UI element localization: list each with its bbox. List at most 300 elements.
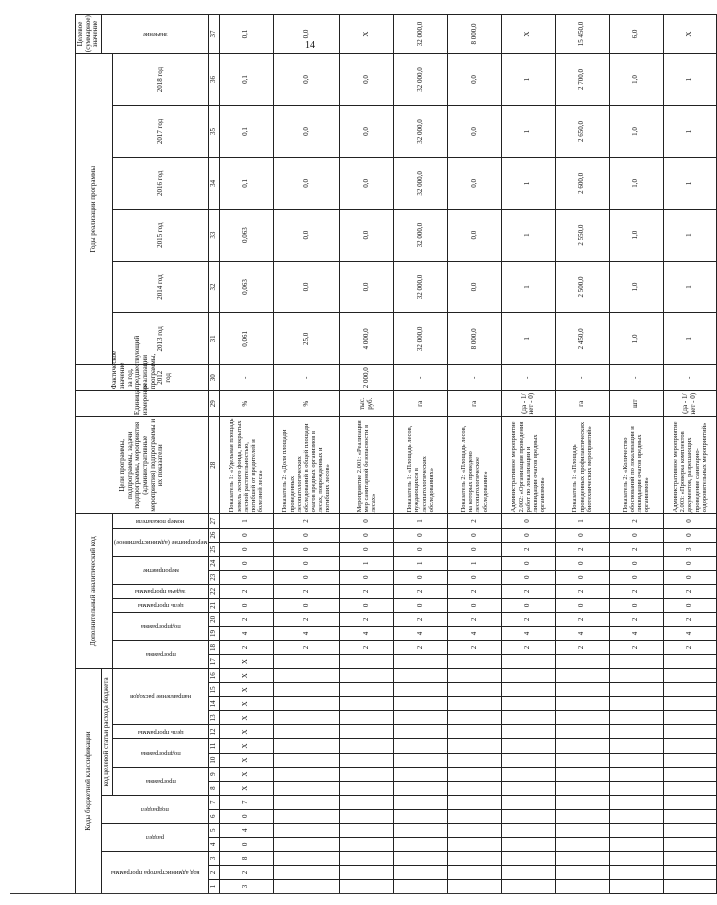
year-value-cell: 2 600,0 xyxy=(555,157,609,209)
year-value-cell: 2 500,0 xyxy=(555,261,609,313)
budget-codes-header: Коды бюджетной классификации xyxy=(76,669,102,894)
code-cell: 0 xyxy=(447,542,501,556)
code-cell xyxy=(663,879,717,893)
total-value-cell: 8 000,0 xyxy=(447,15,501,54)
unit-cell: тыс. руб. xyxy=(340,391,394,417)
code-cell xyxy=(273,767,339,781)
code-cell: X xyxy=(219,683,273,697)
table-row xyxy=(447,15,501,894)
code-cell: 0 xyxy=(663,598,717,612)
code-cell: 0 xyxy=(273,570,339,584)
code-cell xyxy=(273,795,339,809)
code-cell xyxy=(555,711,609,725)
code-cell xyxy=(273,725,339,739)
code-cell xyxy=(447,669,501,683)
column-number: 4 xyxy=(209,837,220,851)
code-cell: 2 xyxy=(609,640,663,654)
code-cell: 2 xyxy=(501,640,555,654)
column-number: 37 xyxy=(209,15,220,54)
total-value-cell: 15 450,0 xyxy=(555,15,609,54)
code-cell: 1 xyxy=(340,556,394,570)
code-cell xyxy=(609,767,663,781)
code-cell: 2 xyxy=(273,584,339,598)
code-cell: 2 xyxy=(219,865,273,879)
code-cell xyxy=(340,865,394,879)
code-cell xyxy=(340,795,394,809)
code-cell xyxy=(273,711,339,725)
column-number: 7 xyxy=(209,795,220,809)
code-cell: 0 xyxy=(219,598,273,612)
code-cell xyxy=(394,865,448,879)
code-cell: 0 xyxy=(609,570,663,584)
code-cell: 1 xyxy=(219,514,273,528)
header-row-1 xyxy=(76,15,102,894)
code-cell xyxy=(609,809,663,823)
column-number: 25 xyxy=(209,542,220,556)
code-cell xyxy=(273,753,339,767)
code-cell xyxy=(340,837,394,851)
code-cell xyxy=(555,739,609,753)
code-cell: 0 xyxy=(447,528,501,542)
code-cell xyxy=(273,837,339,851)
code-cell: 0 xyxy=(663,514,717,528)
column-number: 15 xyxy=(209,683,220,697)
code-cell xyxy=(340,809,394,823)
year-value-cell: 1,0 xyxy=(609,261,663,313)
code-cell: 2 xyxy=(219,640,273,654)
code-cell xyxy=(501,795,555,809)
code-cell: 0 xyxy=(219,528,273,542)
code-cell xyxy=(663,711,717,725)
unit-cell: (да - 1/ нет - 0) xyxy=(663,391,717,417)
code-cell: 2 xyxy=(219,612,273,626)
year-value-cell: 2 700,0 xyxy=(555,54,609,106)
code-cell xyxy=(501,697,555,711)
unit-cell: га xyxy=(394,391,448,417)
code-cell: 1 xyxy=(555,514,609,528)
year-value-cell: 2 550,0 xyxy=(555,209,609,261)
base-year-cell: - xyxy=(273,365,339,391)
total-value-cell: X xyxy=(501,15,555,54)
code-cell: 0 xyxy=(609,556,663,570)
year-value-cell: 25,0 xyxy=(273,313,339,365)
column-number: 27 xyxy=(209,514,220,528)
code-cell xyxy=(609,851,663,865)
value-header: значение xyxy=(102,15,209,54)
code-cell xyxy=(394,739,448,753)
code-cell xyxy=(447,711,501,725)
code-cell: 2 xyxy=(609,612,663,626)
code-cell: 2 xyxy=(609,542,663,556)
code-cell: X xyxy=(219,753,273,767)
total-value-cell: 32 000,0 xyxy=(394,15,448,54)
code-cell xyxy=(273,851,339,865)
code-cell xyxy=(609,781,663,795)
code-cell xyxy=(340,879,394,893)
code-cell xyxy=(501,879,555,893)
column-number: 5 xyxy=(209,823,220,837)
year-value-cell: 0,0 xyxy=(273,157,339,209)
code-cell xyxy=(609,739,663,753)
year-value-cell: 1 xyxy=(663,157,717,209)
code-cell xyxy=(555,753,609,767)
code-cell: 2 xyxy=(394,640,448,654)
code-cell xyxy=(555,697,609,711)
goals-header: Цели программы, подпрограммы, задачи подпрограммы, мероприятия (административные мероприятия) подпрограммы и их показатели xyxy=(76,417,209,514)
code-cell xyxy=(555,879,609,893)
code-cell: 4 xyxy=(447,626,501,640)
table-row xyxy=(501,15,555,894)
year-value-cell: 0,0 xyxy=(340,106,394,158)
code-cell: 0 xyxy=(501,570,555,584)
code-cell: 2 xyxy=(555,584,609,598)
indicator-description: Показатель 2: «Доля площади проведенных лесопатологических обследований в общей площади очагов вредных организмов в лесах, поврежденных и погибших лесов» xyxy=(273,417,339,514)
column-number: 12 xyxy=(209,725,220,739)
year-value-cell: 0,0 xyxy=(447,261,501,313)
code-cell xyxy=(555,823,609,837)
code-cell: 0 xyxy=(609,528,663,542)
column-number: 36 xyxy=(209,54,220,106)
code-cell xyxy=(394,781,448,795)
code-cell xyxy=(394,683,448,697)
code-cell xyxy=(394,697,448,711)
column-number: 32 xyxy=(209,261,220,313)
code-cell: 0 xyxy=(501,528,555,542)
unit-header: Единица измерения xyxy=(76,391,209,417)
code-cell xyxy=(501,767,555,781)
code-cell xyxy=(663,767,717,781)
page-bottom-line xyxy=(10,893,610,894)
code-cell xyxy=(663,669,717,683)
year-value-cell: 1 xyxy=(663,313,717,365)
year-value-cell: 0,1 xyxy=(219,106,273,158)
table-row xyxy=(273,15,339,894)
code-cell xyxy=(501,851,555,865)
code-cell xyxy=(273,669,339,683)
year-value-cell: 1,0 xyxy=(609,106,663,158)
column-numbers-row xyxy=(209,15,220,894)
code-cell: 0 xyxy=(663,570,717,584)
code-cell xyxy=(273,697,339,711)
code-cell: 8 xyxy=(219,851,273,865)
code-cell: 0 xyxy=(609,598,663,612)
code-cell: 0 xyxy=(340,542,394,556)
code-cell xyxy=(501,739,555,753)
code-cell: 2 xyxy=(447,640,501,654)
column-number: 6 xyxy=(209,809,220,823)
code-cell: 1 xyxy=(394,514,448,528)
code-cell: 0 xyxy=(501,556,555,570)
base-year-cell: 2 000,0 xyxy=(340,365,394,391)
admin-code-header: код администратора программы xyxy=(102,851,209,893)
total-value-cell: 6,0 xyxy=(609,15,663,54)
code-cell xyxy=(501,753,555,767)
code-cell xyxy=(663,795,717,809)
code-cell: 0 xyxy=(394,528,448,542)
years-header: Годы реализации программы xyxy=(76,54,113,365)
code-cell: 0 xyxy=(555,556,609,570)
code-cell xyxy=(663,837,717,851)
code-cell: 0 xyxy=(219,809,273,823)
expense-direction-header: направление расходов xyxy=(112,669,208,725)
code-cell: X xyxy=(219,669,273,683)
indicator-description: Административное мероприятие 2.003: «Проверка комплектов документов, разрешающих проведение санитарно-оздоровительных мероприятий» xyxy=(663,417,717,514)
code-cell xyxy=(447,865,501,879)
code-cell: 4 xyxy=(663,626,717,640)
base-year-cell: - xyxy=(663,365,717,391)
code-cell xyxy=(555,725,609,739)
code-cell xyxy=(609,711,663,725)
code-cell xyxy=(394,753,448,767)
code-cell xyxy=(340,739,394,753)
year-2017-header: 2017 год xyxy=(112,106,208,158)
code-cell xyxy=(340,823,394,837)
code-cell: 2 xyxy=(663,612,717,626)
code-cell xyxy=(501,781,555,795)
code-cell: X xyxy=(219,655,273,669)
code-cell xyxy=(273,739,339,753)
code-cell xyxy=(447,655,501,669)
code-cell xyxy=(394,809,448,823)
column-number: 30 xyxy=(209,365,220,391)
base-year-cell: - xyxy=(447,365,501,391)
code-cell: 2 xyxy=(340,612,394,626)
code-cell xyxy=(447,809,501,823)
year-value-cell: 1 xyxy=(663,106,717,158)
code-cell xyxy=(447,823,501,837)
total-header: Целевое (суммарное) значение xyxy=(76,15,102,54)
column-number: 13 xyxy=(209,711,220,725)
year-value-cell: 1,0 xyxy=(609,157,663,209)
column-number: 26 xyxy=(209,528,220,542)
year-value-cell: 1 xyxy=(663,261,717,313)
code-cell: 0 xyxy=(340,514,394,528)
code-cell: 4 xyxy=(219,823,273,837)
code-cell: 2 xyxy=(609,514,663,528)
code-cell: 0 xyxy=(273,542,339,556)
year-value-cell: 4 000,0 xyxy=(340,313,394,365)
base-year-cell: - xyxy=(219,365,273,391)
year-value-cell: 1 xyxy=(501,313,555,365)
code-cell xyxy=(609,753,663,767)
add-admin-event-header: мероприятие (административное) xyxy=(112,528,208,556)
year-value-cell: 1 xyxy=(501,106,555,158)
code-cell: 7 xyxy=(219,795,273,809)
code-cell: 0 xyxy=(555,598,609,612)
column-number: 16 xyxy=(209,669,220,683)
code-cell xyxy=(663,809,717,823)
code-cell xyxy=(447,739,501,753)
code-cell xyxy=(663,851,717,865)
column-number: 24 xyxy=(209,556,220,570)
indicator-description: Показатель 2: «Площадь лесов, на которых проведено лесопатологическое обследование» xyxy=(447,417,501,514)
column-number: 33 xyxy=(209,209,220,261)
unit-cell: % xyxy=(219,391,273,417)
program-indicators-table xyxy=(75,14,717,894)
base-year-header: Фактическое значение за год, предшествующий реализации программы, 2012 год xyxy=(76,365,209,391)
code-cell xyxy=(394,725,448,739)
code-cell xyxy=(394,823,448,837)
code-cell xyxy=(394,655,448,669)
year-2014-header: 2014 год xyxy=(112,261,208,313)
year-value-cell: 1 xyxy=(501,54,555,106)
year-value-cell: 1 xyxy=(501,209,555,261)
code-cell: 0 xyxy=(394,542,448,556)
code-cell: 2 xyxy=(447,514,501,528)
code-cell: 0 xyxy=(501,598,555,612)
code-cell: 2 xyxy=(555,612,609,626)
base-year-cell: - xyxy=(609,365,663,391)
code-cell: 0 xyxy=(501,514,555,528)
code-cell xyxy=(663,683,717,697)
code-cell xyxy=(501,809,555,823)
code-cell xyxy=(501,865,555,879)
code-cell: X xyxy=(219,739,273,753)
column-number: 35 xyxy=(209,106,220,158)
code-cell xyxy=(340,781,394,795)
year-value-cell: 0,0 xyxy=(340,157,394,209)
year-value-cell: 1 xyxy=(501,261,555,313)
code-cell xyxy=(273,781,339,795)
year-value-cell: 0,1 xyxy=(219,54,273,106)
code-cell xyxy=(609,879,663,893)
code-cell xyxy=(273,655,339,669)
additional-code-header: Дополнительный аналитический код xyxy=(76,514,113,669)
code-cell: 2 xyxy=(394,612,448,626)
code-cell xyxy=(501,683,555,697)
column-number: 11 xyxy=(209,739,220,753)
table-row xyxy=(340,15,394,894)
code-cell: 2 xyxy=(663,584,717,598)
code-cell xyxy=(663,725,717,739)
code-cell xyxy=(394,711,448,725)
rotated-page xyxy=(75,14,708,894)
subsection-header: подраздел xyxy=(102,795,209,823)
code-cell xyxy=(447,683,501,697)
year-value-cell: 32 000,0 xyxy=(394,313,448,365)
year-value-cell: 8 000,0 xyxy=(447,313,501,365)
code-cell xyxy=(340,697,394,711)
code-cell xyxy=(340,711,394,725)
year-value-cell: 0,0 xyxy=(273,261,339,313)
table-row xyxy=(394,15,448,894)
unit-cell: га xyxy=(447,391,501,417)
code-cell: 4 xyxy=(394,626,448,640)
add-indicator-header: номер показателя xyxy=(112,514,208,528)
code-cell xyxy=(555,669,609,683)
column-number: 31 xyxy=(209,313,220,365)
code-cell xyxy=(447,851,501,865)
code-cell xyxy=(394,879,448,893)
code-cell: 0 xyxy=(555,528,609,542)
code-cell: 0 xyxy=(447,570,501,584)
code-cell: 2 xyxy=(340,584,394,598)
indicator-description: Мероприятие 2.001: «Реализация мер санитарной безопасности в лесах» xyxy=(340,417,394,514)
code-cell: 0 xyxy=(663,556,717,570)
year-value-cell: 2 450,0 xyxy=(555,313,609,365)
code-cell xyxy=(609,795,663,809)
code-cell xyxy=(340,725,394,739)
column-number: 21 xyxy=(209,598,220,612)
code-cell: 2 xyxy=(501,542,555,556)
year-value-cell: 2 650,0 xyxy=(555,106,609,158)
code-cell xyxy=(447,767,501,781)
add-program-header: программа xyxy=(112,640,208,668)
code-cell xyxy=(609,823,663,837)
year-value-cell: 1,0 xyxy=(609,313,663,365)
code-cell: X xyxy=(219,711,273,725)
code-cell xyxy=(609,683,663,697)
code-cell xyxy=(555,767,609,781)
code-cell xyxy=(273,865,339,879)
total-value-cell: X xyxy=(340,15,394,54)
code-cell xyxy=(340,683,394,697)
column-number: 9 xyxy=(209,767,220,781)
indicator-description: Показатель 1: «Удельная площадь земель лесного фонда, покрытых лесной растительностью, погибшей от вредителей и болезней леса» xyxy=(219,417,273,514)
table-row xyxy=(555,15,609,894)
code-cell: 3 xyxy=(219,879,273,893)
column-number: 2 xyxy=(209,865,220,879)
year-value-cell: 0,0 xyxy=(340,54,394,106)
budget-class-code-header: код целевой статьи расхода бюджета xyxy=(102,669,113,796)
code-cell xyxy=(501,725,555,739)
code-cell: 2 xyxy=(340,640,394,654)
code-cell: 0 xyxy=(394,570,448,584)
indicator-description: Административное мероприятие 2.002: «Организация проведения работ по локализации и ликвидации очагов вредных организмов» xyxy=(501,417,555,514)
code-cell: 2 xyxy=(609,584,663,598)
add-subprogram-header: подпрограмма xyxy=(112,612,208,640)
year-2013-header: 2013 год xyxy=(112,313,208,365)
column-number: 14 xyxy=(209,697,220,711)
total-value-cell: 0,1 xyxy=(219,15,273,54)
code-cell xyxy=(555,795,609,809)
code-cell: 0 xyxy=(340,570,394,584)
year-value-cell: 0,0 xyxy=(340,209,394,261)
code-cell: 2 xyxy=(273,612,339,626)
program-header: программа xyxy=(112,767,208,795)
code-cell xyxy=(663,781,717,795)
code-cell: 2 xyxy=(273,640,339,654)
code-cell xyxy=(447,837,501,851)
column-number: 3 xyxy=(209,851,220,865)
code-cell: 0 xyxy=(447,598,501,612)
year-value-cell: 32 000,0 xyxy=(394,54,448,106)
column-number: 18 xyxy=(209,640,220,654)
code-cell: 2 xyxy=(273,514,339,528)
code-cell: 2 xyxy=(219,584,273,598)
code-cell: 0 xyxy=(219,837,273,851)
code-cell: 3 xyxy=(663,542,717,556)
unit-cell: га xyxy=(555,391,609,417)
indicator-description: Показатель 2: «Количество обоснований по локализации и ликвидации очагов вредных организмов» xyxy=(609,417,663,514)
code-cell: 0 xyxy=(340,528,394,542)
code-cell xyxy=(501,669,555,683)
year-value-cell: 0,0 xyxy=(447,106,501,158)
code-cell xyxy=(394,767,448,781)
base-year-cell: - xyxy=(394,365,448,391)
code-cell xyxy=(663,865,717,879)
year-value-cell: 0,0 xyxy=(447,209,501,261)
table-body xyxy=(219,15,717,894)
code-cell xyxy=(447,725,501,739)
code-cell xyxy=(340,669,394,683)
column-number: 10 xyxy=(209,753,220,767)
code-cell xyxy=(555,837,609,851)
code-cell: X xyxy=(219,697,273,711)
year-value-cell: 0,0 xyxy=(273,106,339,158)
year-value-cell: 0,0 xyxy=(273,54,339,106)
column-number: 20 xyxy=(209,612,220,626)
